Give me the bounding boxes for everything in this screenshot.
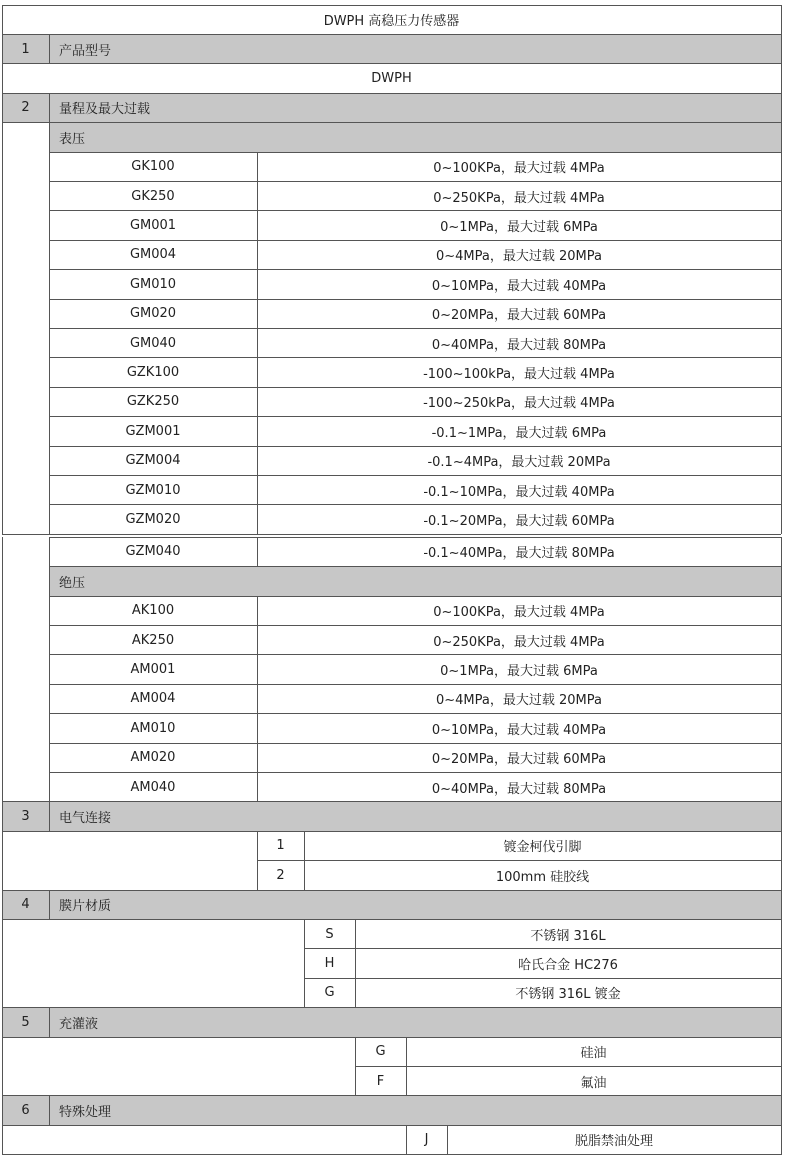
range-spec: 0~1MPa，最大过载 6MPa [440,219,598,235]
subsection-label: 绝压 [59,575,86,591]
row-divider [2,1154,406,1155]
range-spec: 0~100KPa，最大过载 4MPa [433,161,605,177]
model-code: GM001 [129,217,177,233]
column-divider [2,1037,3,1096]
range-spec: 0~250KPa，最大过载 4MPa [433,634,605,650]
column-divider [49,123,50,535]
row-divider [2,534,49,535]
model-code: AM004 [130,691,176,707]
section-number: 4 [21,897,30,913]
option-desc: 100mm 硅胶线 [495,869,590,885]
column-divider [49,537,50,802]
section-number: 5 [21,1014,30,1030]
option-code: S [325,926,334,942]
range-spec: 0~4MPa，最大过载 20MPa [436,693,602,709]
range-spec: -100~250kPa，最大过载 4MPa [423,396,615,412]
range-spec: 0~250KPa，最大过载 4MPa [433,190,605,206]
section-label: 电气连接 [59,810,112,826]
option-desc: 脱脂禁油处理 [574,1134,653,1150]
section-label: 量程及最大过载 [59,102,151,118]
model-code: AM020 [130,750,176,766]
model-code: GK250 [131,188,175,204]
model-code: GM040 [129,335,177,351]
option-desc: 硅油 [580,1046,607,1062]
option-code: J [424,1132,429,1148]
section-number: 1 [21,41,30,57]
model-code: AM010 [130,720,176,736]
table-title: DWPH 高稳压力传感器 [323,14,460,30]
option-desc: 不锈钢 316L [530,928,606,944]
model-code: GK100 [131,159,175,175]
range-spec: -0.1~20MPa，最大过载 60MPa [423,513,615,529]
section-number: 2 [21,100,30,116]
model-code: AK250 [131,632,175,648]
section-label: 产品型号 [59,43,112,59]
column-divider [2,1125,3,1154]
option-code: 2 [276,867,285,883]
model-code: AM001 [130,661,176,677]
range-spec: -0.1~40MPa，最大过载 80MPa [423,546,615,562]
product-model-value: DWPH [371,70,412,86]
model-code: GZM004 [125,453,181,469]
model-code: GZM020 [125,511,181,527]
column-divider [2,123,3,535]
column-divider [2,831,3,890]
section-number: 6 [21,1102,30,1118]
range-spec: 0~10MPa，最大过载 40MPa [431,722,607,738]
section-number: 3 [21,808,30,824]
model-code: AK100 [131,603,175,619]
range-spec: -0.1~10MPa，最大过载 40MPa [423,484,615,500]
model-code: GZM010 [125,482,181,498]
range-spec: 0~10MPa，最大过载 40MPa [431,278,607,294]
range-spec: 0~40MPa，最大过载 80MPa [431,337,607,353]
option-code: G [375,1044,386,1060]
range-spec: 0~20MPa，最大过载 60MPa [431,308,607,324]
option-code: F [376,1073,385,1089]
section-label: 膜片材质 [59,899,112,915]
model-code: GM004 [129,247,177,263]
section-label: 特殊处理 [59,1104,112,1120]
model-code: GM010 [129,276,177,292]
range-spec: 0~100KPa，最大过载 4MPa [433,605,605,621]
range-spec: -100~100kPa，最大过载 4MPa [423,366,615,382]
column-divider [2,537,3,802]
option-desc: 氟油 [580,1075,607,1091]
range-spec: 0~1MPa，最大过载 6MPa [440,663,598,679]
option-desc: 镀金柯伐引脚 [503,840,582,856]
option-desc: 不锈钢 316L 镀金 [515,987,621,1003]
range-spec: -0.1~1MPa，最大过载 6MPa [431,425,607,441]
option-code: 1 [276,838,285,854]
model-code: GZM001 [125,423,181,439]
subsection-label: 表压 [59,131,86,147]
option-code: G [324,985,335,1001]
option-code: H [324,955,335,971]
range-spec: 0~20MPa，最大过载 60MPa [431,752,607,768]
option-desc: 哈氏合金 HC276 [518,957,618,973]
range-spec: 0~40MPa，最大过载 80MPa [431,781,607,797]
column-divider [2,919,3,1007]
model-code: GZK100 [126,364,180,380]
model-code: AM040 [130,779,176,795]
range-spec: 0~4MPa，最大过载 20MPa [436,249,602,265]
range-spec: -0.1~4MPa，最大过载 20MPa [427,455,611,471]
model-code: GM020 [129,306,177,322]
model-code: GZK250 [126,394,180,410]
model-code: GZM040 [125,544,181,560]
section-label: 充灌液 [59,1016,99,1032]
